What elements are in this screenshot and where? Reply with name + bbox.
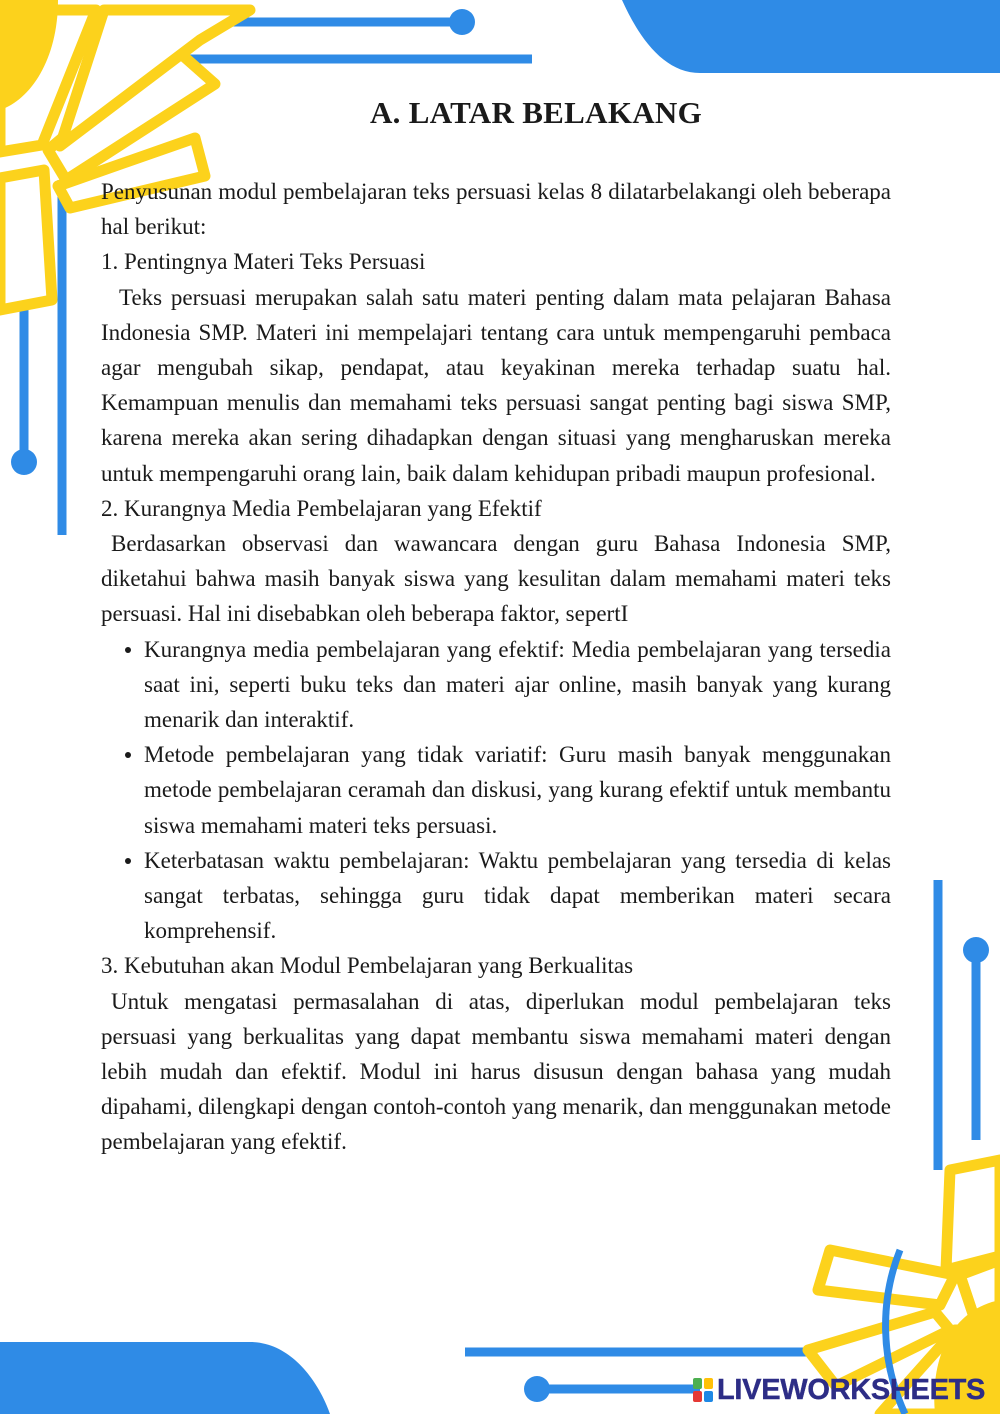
section-paragraph: Untuk mengatasi permasalahan di atas, diperlukan modul pembelajaran teks persuasi yang berkualitas yang dapat membantu siswa memahami materi dengan lebih mudah dan efektif. Modul ini harus disusun dengan bahasa yang mudah dipahami, dilengkapi dengan contoh-contoh yang menarik, dan menggunakan metode pembelajaran yang efektif. [101,988,891,1155]
section-heading: 1. Pentingnya Materi Teks Persuasi [101,249,426,275]
page-title: A. LATAR BELAKANG [369,95,703,130]
body-text [101,174,891,1160]
list-item: Kurangnya media pembelajaran yang efektif: Media pembelajaran yang tersedia saat ini, seperti buku teks dan materi ajar online, masih banyak yang kurang menarik dan interaktif. [144,632,891,738]
intro-paragraph: Penyusunan modul pembelajaran teks persuasi kelas 8 dilatarbelakangi oleh beberapa hal berikut: [101,179,891,240]
list-item: Metode pembelajaran yang tidak variatif: Guru masih banyak menggunakan metode pembelajaran ceramah dan diskusi, yang kurang efektif untuk membantu siswa memahami materi teks persuasi. [144,737,891,843]
factor-list [101,632,891,949]
right-circuit-node [963,937,989,963]
bottom-circuit-node [524,1376,550,1402]
watermark-text: LIVEWORKSHEETS [717,1373,986,1406]
list-item: Keterbatasan waktu pembelajaran: Waktu pembelajaran yang tersedia di kelas sangat terbatas, sehingga guru tidak dapat memberikan materi secara komprehensif. [144,843,891,949]
section-heading: 3. Kebutuhan akan Modul Pembelajaran yang Berkualitas [101,953,634,979]
section-heading: 2. Kurangnya Media Pembelajaran yang Efektif [101,495,542,521]
liveworksheets-badge-icon [693,1378,713,1402]
left-circuit-node [11,449,37,475]
section-paragraph: Teks persuasi merupakan salah satu materi penting dalam mata pelajaran Bahasa Indonesia SMP. Materi ini mempelajari tentang cara untuk mempengaruhi pembaca agar mengubah sikap, pendapat, atau keyakinan mereka terhadap suatu hal. Kemampuan menulis dan memahami teks persuasi sangat penting bagi siswa SMP, karena mereka akan sering dihadapkan dengan situasi yang mengharuskan mereka untuk mempengaruhi orang lain, baik dalam kehidupan pribadi maupun profesional. [101,284,891,486]
bottom-left-blob [0,1342,330,1414]
top-right-blob [622,0,1000,73]
liveworksheets-logo [693,1373,985,1407]
section-paragraph: Berdasarkan observasi dan wawancara dengan guru Bahasa Indonesia SMP, diketahui bahwa masih banyak siswa yang kesulitan dalam memahami materi teks persuasi. Hal ini disebabkan oleh beberapa faktor, sepertI [101,531,891,627]
top-circuit-node [449,9,475,35]
